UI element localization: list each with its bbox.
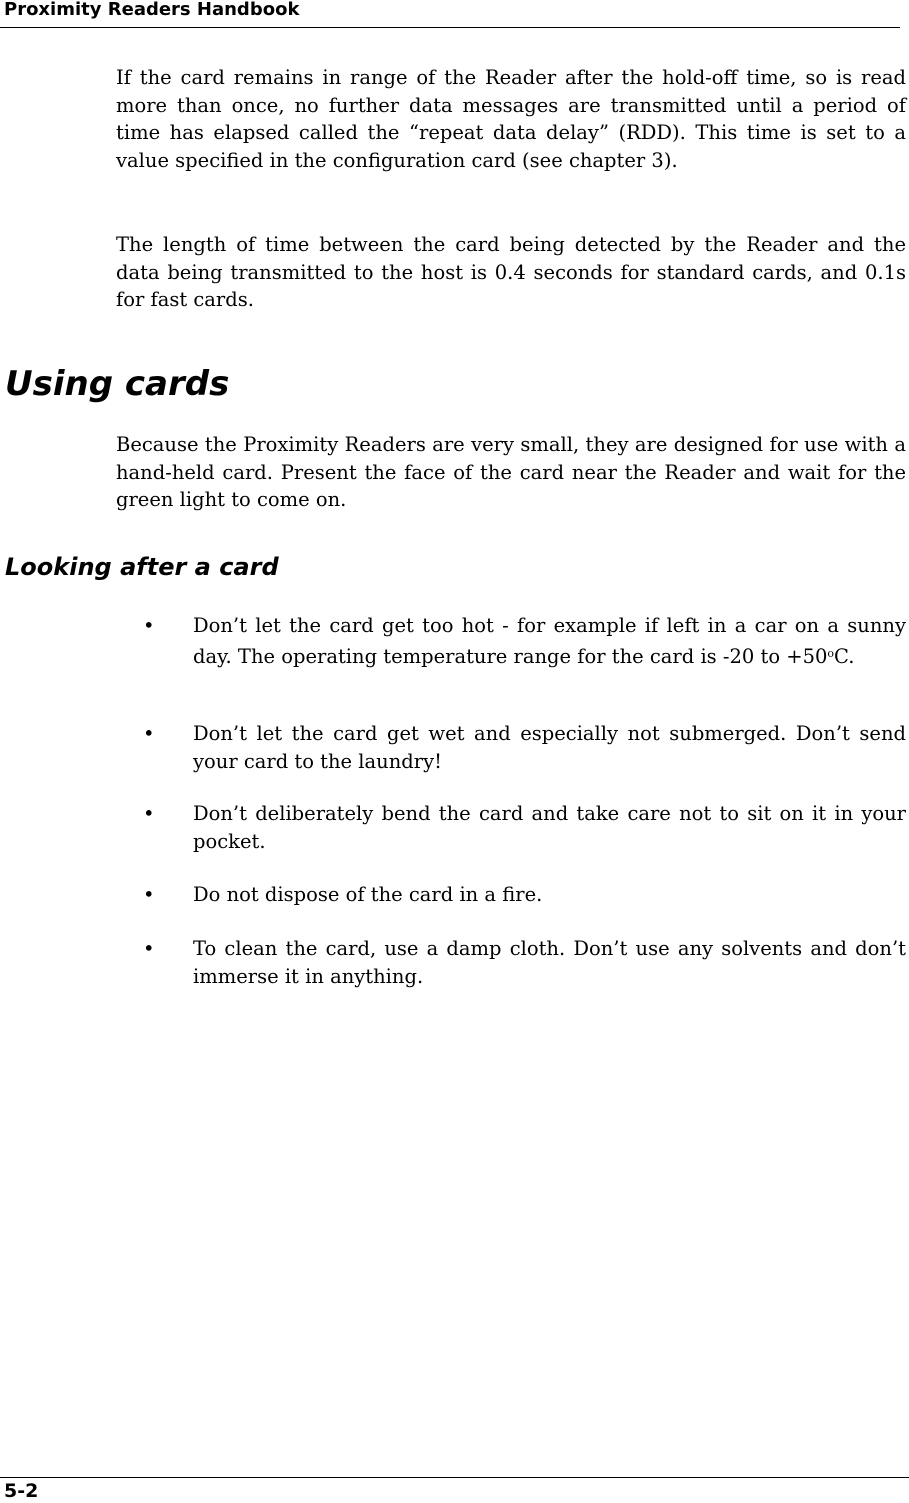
intro-paragraph-timing: The length of time between the card being detected by the Reader and the data being transmitted to the host is 0.4 seconds for standard cards, and 0.1s for fast cards. [116, 233, 906, 311]
footer-divider [0, 1477, 909, 1478]
subsection-heading-looking-after-card: Looking after a card [5, 553, 279, 581]
bullet-marker: • [143, 937, 155, 960]
list-item-wet: Don’t let the card get wet and especially not submerged. Don’t send your card to the laundry! [193, 722, 906, 773]
document-title: Proximity Readers Handbook [4, 0, 300, 20]
list-item-temperature [193, 612, 906, 670]
bullet-marker: • [143, 614, 155, 637]
page-header [0, 0, 900, 28]
intro-paragraph-repeat-delay: If the card remains in range of the Reader after the hold-off time, so is read more than once, no further data messages are transmitted until a period of time has elapsed called the “repeat data delay” (RDD). This time is set to a value specified in the configuration card (see chapter 3). [116, 66, 906, 172]
degree-symbol: o [827, 646, 835, 660]
page-number: 5-2 [4, 1480, 39, 1502]
list-item-text: Don’t let the card get too hot - for example if left in a car on a sunny day. The operating temperature range for the card is -20 to +50 [193, 614, 906, 668]
list-item-clean: To clean the card, use a damp cloth. Don’t use any solvents and don’t immerse it in anything. [193, 937, 906, 988]
section-heading-using-cards: Using cards [5, 364, 230, 404]
list-item-fire: Do not dispose of the card in a fire. [193, 883, 543, 906]
bullet-marker: • [143, 722, 155, 745]
bullet-marker: • [143, 883, 155, 906]
bullet-marker: • [143, 802, 155, 825]
list-item-bend: Don’t deliberately bend the card and take care not to sit on it in your pocket. [193, 802, 906, 853]
temperature-unit: C. [834, 644, 855, 668]
using-cards-paragraph: Because the Proximity Readers are very small, they are designed for use with a hand-held card. Present the face of the card near the Reader and wait for the green light to come on. [116, 433, 906, 511]
